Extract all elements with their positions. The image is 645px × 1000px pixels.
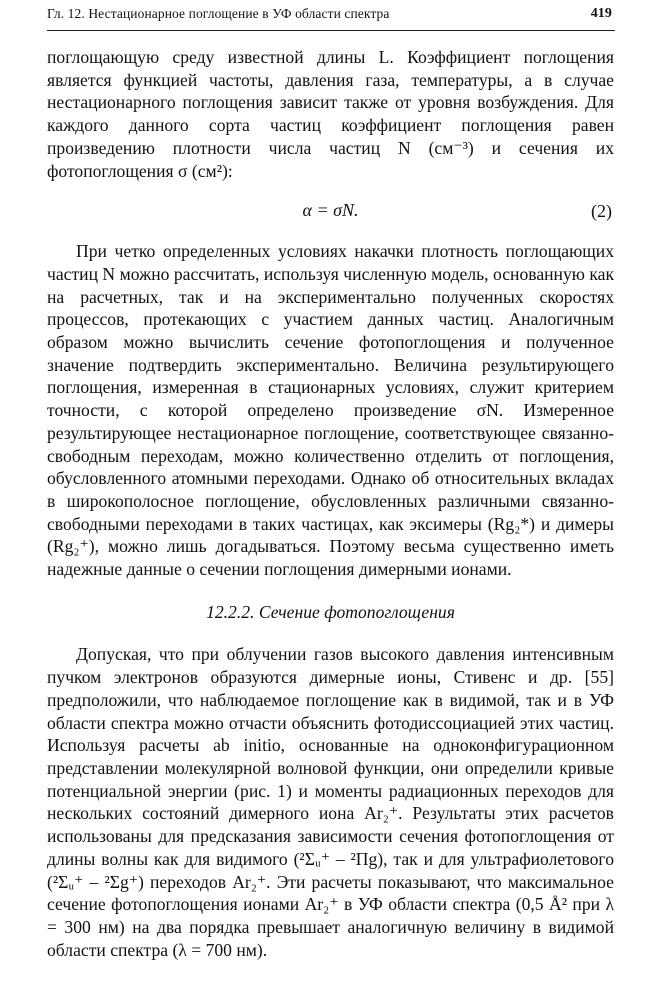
page-number: 419 [590, 6, 612, 21]
paragraph-1: поглощающую среду известной длины L. Коэффициент поглощения является функцией частоты, давления газа, температуры, а в случае нестационарного поглощения зависит также от уровня возбуждения. Для каждого данного сорта частиц коэффициент поглощения равен произведению плотности числа частиц N (см⁻³) и сечения их фотопоглощения σ (см²): [47, 47, 614, 181]
running-header [47, 6, 612, 22]
paragraph-2: При четко определенных условиях накачки плотность поглощающих частиц N можно рассчитать, используя численную модель, основанную как на расчетных, так и на экспериментально полученных скоростях процессов, протекающих с участием данных частиц. Аналогичным образом можно вычислить сечение фотопоглощения и полученное значение подтвердить экспериментально. Величина результирующего поглощения, измеренная в стационарных условиях, служит критерием точности, с которой определено произведение σN. Измеренное результирующее нестационарное поглощение, соответствующее связанно-свободным переходам, можно количественно отделить от поглощения, обусловленного атомными переходами. Однако об относительных вкладах в широкополосное поглощение, обусловленных различными связанно-свободными переходами в таких частицах, как эксимеры (Rg₂*) и димеры (Rg₂⁺), можно лишь догадываться. Поэтому весьма существенно иметь надежные данные о сечении поглощения димерными ионами. [47, 241, 614, 580]
body-text [47, 46, 614, 961]
section-heading: 12.2.2. Сечение фотопоглощения [206, 601, 455, 622]
equation: α = σN. [302, 200, 359, 221]
header-rule [47, 30, 615, 31]
paragraph-3: Допуская, что при облучении газов высокого давления интенсивным пучком электронов образуются димерные ионы, Стивенс и др. [55] предположили, что наблюдаемое поглощение как в видимой, так и в УФ области спектра можно отчасти объяснить фотодиссоциацией этих частиц. Используя расчеты ab initio, основанные на одноконфигурационном представлении молекулярной волновой функции, они определили кривые потенциальной энергии (рис. 1) и моменты радиационных переходов для нескольких состояний димерного иона Ar₂⁺. Результаты этих расчетов использованы для предсказания зависимости сечения фотопоглощения от длины волны как для видимого (²Σᵤ⁺ – ²Πg), так и для ультрафиолетового (²Σᵤ⁺ – ²Σg⁺) переходов Ar₂⁺. Эти расчеты показывают, что максимальное сечение фотопоглощения ионами Ar₂⁺ в УФ области спектра (0,5 Å² при λ = 300 нм) на два порядка превышает аналогичную величину в видимой области спектра (λ = 700 нм). [47, 644, 614, 960]
equation-number: (2) [591, 201, 612, 222]
equation-block [47, 182, 614, 240]
chapter-title: Гл. 12. Нестационарное поглощение в УФ области спектра [47, 6, 390, 21]
